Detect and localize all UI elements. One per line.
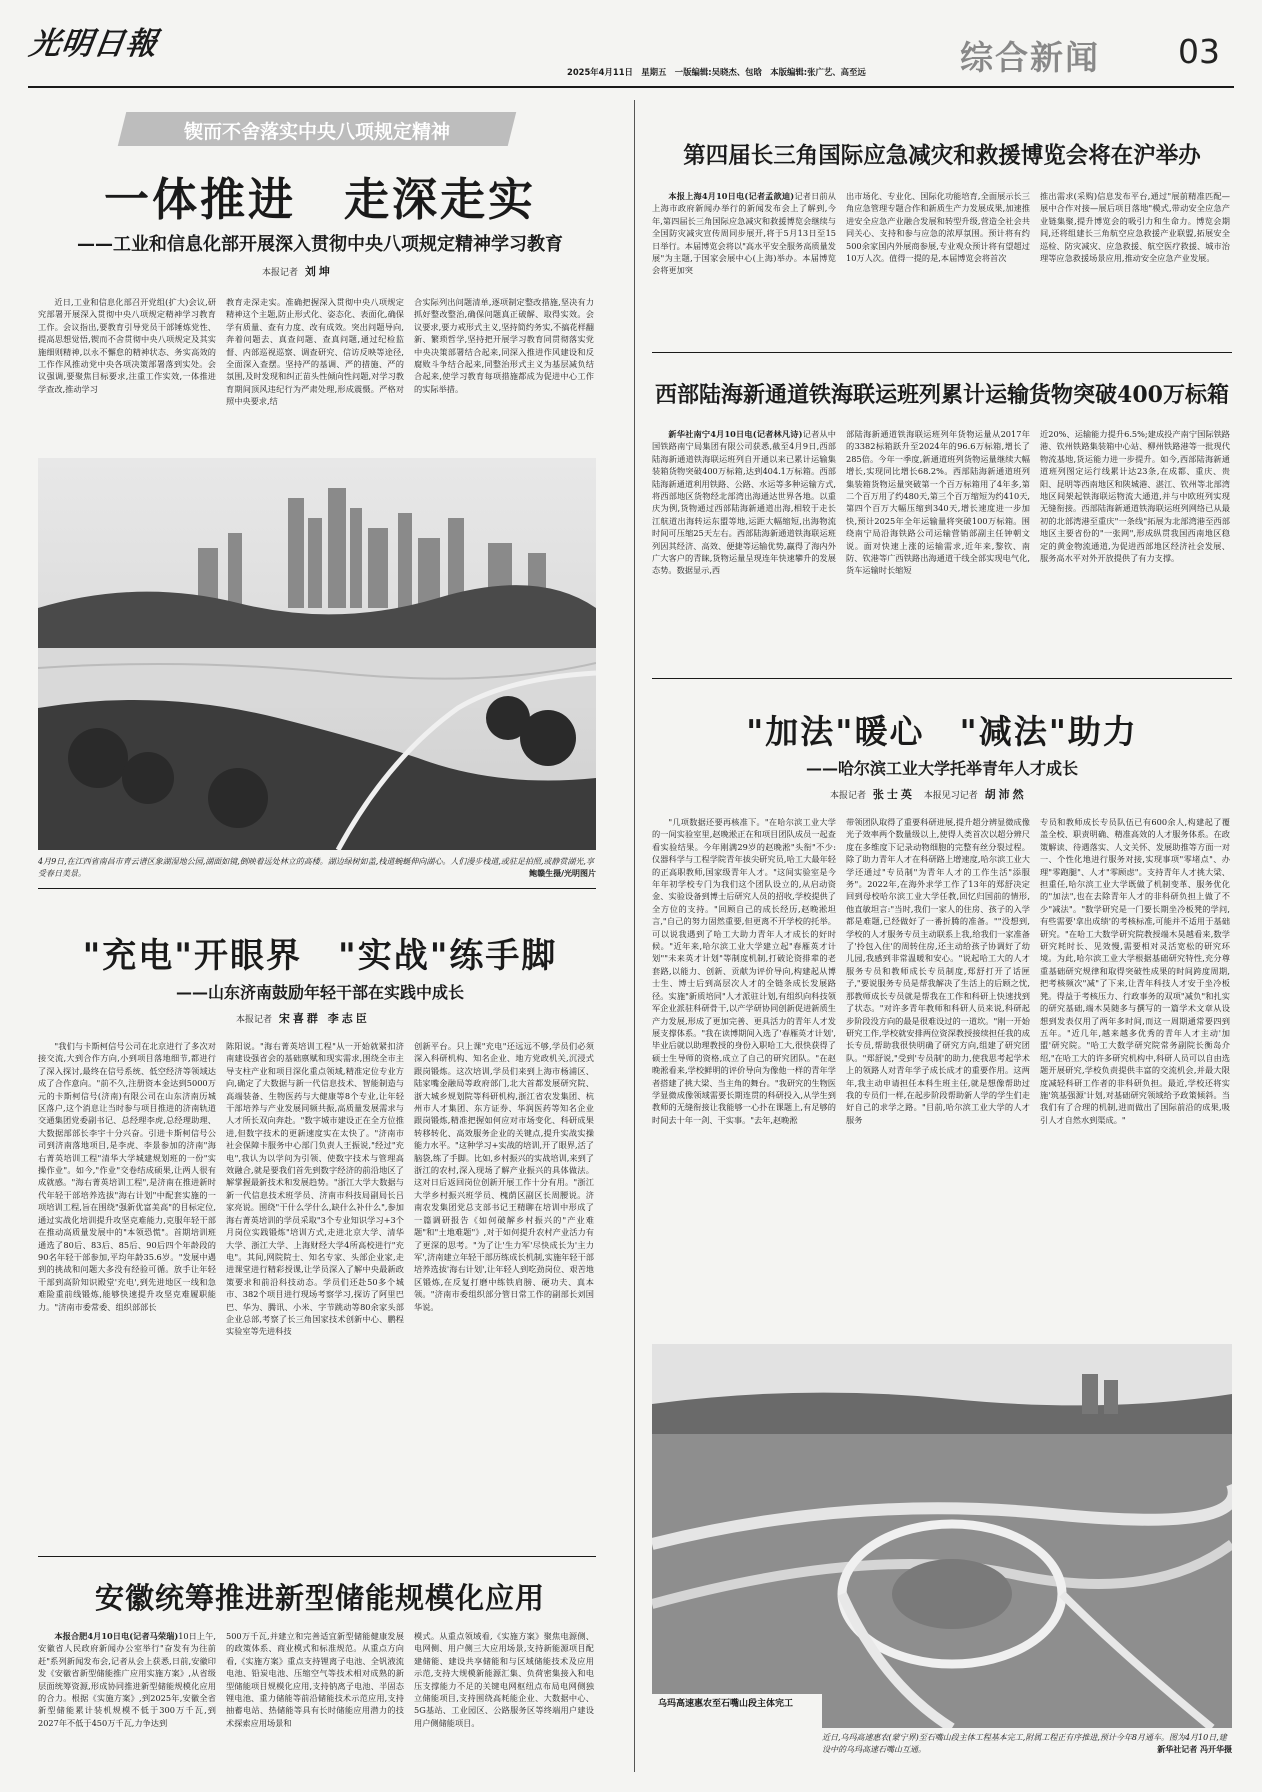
headline-5: "充电"开眼界 "实战"练手脚 — [82, 936, 558, 976]
rule-right-2 — [652, 678, 1232, 679]
section-title: 综合新闻 — [960, 38, 1100, 77]
headline-1: 一体推进 走深走实 — [103, 173, 536, 226]
headline-3: 西部陆海新通道铁海联运班列累计运输货物突破400万标箱 — [655, 382, 1229, 408]
expressway-photo — [652, 1344, 1232, 1728]
date-line: 2025年4月11日 星期五 一版编辑:吴晓杰、包晗 本版编辑:张广艺、高至远 — [567, 67, 866, 77]
logo-text: 光明日報 — [26, 26, 161, 62]
photo-2-caption-box: 乌玛高速惠农至石嘴山段主体完工 — [652, 1694, 822, 1728]
article-6-col-1: 本报合肥4月10日电(记者马荣瑞)10日上午,安徽省人民政府新闻办公室举行"奋发有为往前赶"系列新闻发布会,记者从会上获悉,日前,安徽印发《安徽省新型储能推广应用实施方案》,从省级层面统筹资源,形成协同推进新型储能规模化应用的合力。根据《实施方案》,到2025年,安徽全省新型储能累计装机规模不低于300万千瓦,到2027年不低于450万千瓦,力争达到 — [38, 1631, 216, 1728]
newspaper-logo — [26, 18, 170, 68]
byline-5: 本报记者 宋喜群 李志臣 — [236, 1012, 370, 1025]
page-number: 03 — [1178, 32, 1220, 71]
kicker-text: 锲而不舍落实中央八项规定精神 — [183, 121, 450, 143]
lake-photo-illustration — [38, 458, 596, 850]
article-2-col-3: 推出需求(采购)信息发布平台,通过"展前精准匹配—展中合作对接—展后项目落地"模式,带动安全应急产业链集聚,提升博览会的吸引力和生命力。博览会期间,还将组建长三角航空应急救援产业联盟,拓展安全巡检、防灾减灾、应急救援、航空医疗救援、城市治理等应急救援场景应用,推动安全应急产业发展。 — [1040, 191, 1230, 264]
article-3-col-1: 新华社南宁4月10日电(记者林凡诗)记者从中国铁路南宁局集团有限公司获悉,截至4月9日,西部陆海新通道铁海联运班列自开通以来已累计运输集装箱货物突破400万标箱,达到404.1万标箱。西部陆海新通道利用铁路、公路、水运等多种运输方式,将西部地区货物经北部湾出海通达世界各地。以重庆为例,货物通过西部陆海新通道出海,相较于走长江航道出海转运东盟等地,运距大幅缩短,出海物流时间可压缩25天左右。西部陆海新通道铁海联运班列因其经济、高效、便捷等运输优势,赢得了海内外广大客户的青睐,货物运量呈现连年快速攀升的发展态势。数据显示,西 — [652, 429, 836, 576]
byline-role: 本报记者 — [262, 268, 299, 278]
article-1-col-3: 合实际列出问题清单,逐项制定整改措施,坚决有力抓好整改整治,确保问题真正破解、取得实效。会议要求,要力戒形式主义,坚持简约务实,不搞花样翻新、繁琐哲学,坚持把开展学习教育同贯彻落实党中央决策部署结合起来,同深入推进作风建设和反腐败斗争结合起来,同整治形式主义为基层减负结合起来,使学习教育每项措施都成为促进中心工作的实际举措。 — [414, 297, 594, 394]
article-4-col-2: 带领团队取得了重要科研进展,提升超分辨显微成像光子效率两个数量级以上,使得人类首次以超分辨尺度在多维度下记录动物细胞的完整有丝分裂过程。除了助力青年人才在科研路上增速度,哈尔滨工业大学还通过"专员制"为青年人才的工作生活"添服务"。2022年,在海外求学工作了13年的郑舒决定回到母校哈尔滨工业大学任教,回忆归国前的情形,他直敏坦言:"当时,我们一家人的住房、孩子的入学都是难题,已经做好了一番折腾的准备。""没想到,学校的人才服务专员主动联系上我,给我们一家准备了'拎包入住'的周转住房,还主动给孩子协调好了幼儿园,我感到非常温暖和安心。"说起哈工大的人才服务专员和教师成长专员制度,郑舒打开了话匣子,"要说服务专员是帮我解决了生活上的后顾之忧,那教师成长专员就是帮我在工作和科研上快速找到了状态。"对许多青年教师和科研人员来说,科研起步阶段没方向的最是很难设过的一道坎。"刚一开始研究工作,学校就安排两位资深教授接续担任我的成长专员,帮助我很快明确了研究方向,组建了研究团队。"郑舒说,"受到'专员制'的助力,使我思考起学术上的领路人对青年学子成长成才的重要作用。这两年,我主动申请担任本科生班主任,就是想像帮助过我的专员们一样,在起步阶段帮助新人学的学生们走好自己的求学之路。"目前,哈尔滨工业大学的人才服务 — [846, 817, 1030, 1125]
article-1-col-1: 近日,工业和信息化部召开党组(扩大)会议,研究部署开展深入贯彻中央八项规定精神学习教育工作。会议指出,要教育引导党员干部锤炼党性、提高思想觉悟,锲而不舍贯彻中央八项规定及其实施细则精神,以永不懈怠的精神状态、务实高效的工作作风推动党中央各项决策部署落到实处。会议强调,要聚焦目标要求,注重工作实效,一体推进学查改,推动学习 — [38, 297, 216, 394]
article-2-col-2: 出市场化、专业化、国际化功能培育,全面展示长三角应急管理专题合作和新质生产力发展成果,加速推进安全应急产业融合发展和转型升级,营造全社会共同关心、支持和参与应急的浓厚氛围。预计将有约500余家国内外展商参展,专业观众预计将有望超过10万人次。值得一提的是,本届博览会将首次 — [846, 191, 1030, 264]
article-1-col-2: 教育走深走实。准确把握深入贯彻中央八项规定精神这个主题,防止形式化、姿态化、表面化,确保学有质量、查有力度、改有成效。突出问题导向,奔着问题去、真查问题、查真问题,通过纪检监督、内部巡视巡察、调查研究、信访反映等途径,全面深入查摆。坚持严的基调、严的措施、严的氛围,及时发现和纠正苗头性倾向性问题,对学习教育期间顶风违纪行为严肃处理,形成震慑。严格对照中央要求,结 — [226, 297, 404, 407]
byline-1 — [262, 263, 333, 279]
expressway-photo-illustration — [652, 1344, 1232, 1728]
article-2-col-1: 本报上海4月10日电(记者孟歆迪)记者日前从上海市政府新闻办举行的新闻发布会上了解到,今年,第四届长三角国际应急减灾和救援博览会继续与全国防灾减灾宣传周同步展开,将于5月13日至15日举行。本届博览会将以"高水平安全服务高质量发展"为主题,于国家会展中心(上海)举办。本届博览会将更加突 — [652, 191, 836, 276]
photo-1-caption: 4月9日,在江西省南昌市青云谱区象湖湿地公园,湖面如镜,倒映着远处林立的高楼。湖边绿树如盖,栈道蜿蜒伸向湖心。人们漫步栈道,或驻足拍照,或静赏湖光,享受春日美景。 鲍赣生摄/光明图片 — [38, 857, 596, 878]
byline-name: 刘坤 — [304, 265, 333, 278]
article-4-col-3: 专员和教师成长专员队伍已有600余人,构建起了覆盖全校、职责明确、精准高效的人才服务体系。在政策解读、待遇落实、人文关怀、发展助推等方面一对一、个性化地进行服务对接,实现事项"零堵点"、办理"零跑腿"、人才"零顾虑"。支持青年人才挑大梁、担重任,哈尔滨工业大学既做了机制变革、服务优化的"加法",也在去除青年人才的非科研负担上做了不少"减法"。"数学研究是一门要长期坐冷板凳的学问,有些需要'拿出成绩'的考核标准,可能并不适用于基础研究。"在哈工大数学研究院教授端木昊越看来,数学研究耗时长、见效慢,需要相对灵活宽松的研究环境。为此,哈尔滨工业大学根据基础研究特性,充分尊重基础研究规律和取得突破性成果的时间跨度周期,把考核频次"减"了下来,让青年科技人才安于坐冷板凳。得益于考核压力、行政事务的双项"减负"和扎实的研究基础,端木昊随多与撰写的一篇学术文章从设想到发表仅用了两年多时间,而这一周期通常要四到五年。"近几年,越来越多优秀的青年人才主动'加盟'研究院。"哈工大数学研究院常务副院长衡岛介绍,"在哈工大的许多研究机构中,科研人员可以自由选题开展研究,学校负责提供丰富的交流机会,并最大限度减轻科研工作者的非科研负担。最近,学校还将实施'筑基强源'计划,对基础研究领域给予政策倾斜。当我们有了合理的机制,进而做出了国际前沿的成果,吸引人才自然水到渠成。" — [1040, 817, 1230, 1125]
article-3-col-2: 部陆海新通道铁海联运班列年货物运量从2017年的3382标箱跃升至2024年的96.6万标箱,增长了285倍。今年一季度,新通道班列货物运量继续大幅增长,实现同比增长68.2%。西部陆海新通道班列集装箱货物运量突破第一个百万标箱用了4年多,第二个百万用了约480天,第三个百万缩短为约410天,第四个百万大幅压缩到340天,增长速度进一步加快,预计2025年全年运输量将突破100万标箱。围绕南宁局沿海铁路公司运输营销部副主任钟朝文说。面对快速上涨的运输需求,近年来,黎钦、南防、钦港等广西铁路出海通道干线全部实现电气化,货车运输时长缩短 — [846, 429, 1030, 576]
subheadline-1: ——工业和信息化部开展深入贯彻中央八项规定精神学习教育 — [77, 234, 563, 255]
headline-6: 安徽统筹推进新型储能规模化应用 — [94, 1581, 545, 1615]
article-3-col-3: 近20%、运输能力提升6.5%;建成投产南宁国际铁路港、钦州铁路集装箱中心站、柳州铁路港等一批现代物流基地,货运能力进一步提升。如今,西部陆海新通道班列图定运行线累计达23条,在成都、重庆、贵阳、昆明等西南地区和陕城港、湛江、钦州等北部湾地区间架起铁海联运物流大通道,并与中欧班列实现无缝衔接。西部陆海新通道铁海联运班列网络已从最初的北部湾港至重庆"一条线"拓展为北部湾港至西部地区主要省份的"一张网",形成纵贯我国西南地区稳定的黄金物流通道,为促进西部地区经济社会发展、服务高水平对外开放提供了有力支撑。 — [1040, 429, 1230, 564]
article-5-col-1: "我们与卡斯柯信号公司在北京进行了多次对接交流,大到合作方向,小到项目落地细节,都进行了深入探讨,最终在信号系统、低空经济等领域达成了合作意向。"前不久,注册资本金达到5000万元的卡斯柯信号(济南)有限公司在山东济南历城区落户,这个消息让当时参与项目推进的济南轨道交通集团党委副书记、总经理李虎,总经理助理、大数据部部长李宇十分兴奋。引进卡斯柯信号公司到济南落地项目,是李虎、李景参加的济南"海右菁英培训工程"清华大学城建规划班的一份"实操作业"。如今,"作业"交卷结成硕果,让两人很有成就感。"海右菁英培训工程",是济南在推进新时代年轻干部培养选拔"海右计划"中配套实施的一项培训工程,旨在围绕"强新优富美高"的目标定位,通过实战化培训提升攻坚克难能力,克服年轻干部在推动高质量发展中的"本领恐慌"。首期培训班通选了80后、83后、85后、90后四个年龄段的90名年轻干部参加,平均年龄35.6岁。"发展中遇到的挑战和问题大多没有经验可循。放手让年轻干部到高阶知识殿堂'充电',到先进地区一线和急难险重前线锻炼,能够快速提升攻坚克难履职能力。"济南市委常委、组织部部长 — [38, 1041, 216, 1312]
article-6-col-2: 500万千瓦,并建立和完善适宜新型储能健康发展的政策体系、商业模式和标准规范。从重点方向看,《实施方案》重点支持锂离子电池、全钒液流电池、铅炭电池、压缩空气等技术相对成熟的新型储能项目规模化应用,支持钠离子电池、半固态锂电池、重力储能等前沿储能技术示范应用,支持抽蓄电站、热储能等具有长时储能应用潜力的技术探索应用场景和 — [226, 1631, 404, 1728]
article-5-col-2: 陈阳说。"海右菁英培训工程"从一开始就紧扣济南建设强省会的基础禀赋和现实需求,围绕全市主导支柱产业和项目深化重点领域,精准定位专业方向,确定了大数据与新一代信息技术、智能制造与高端装备、生物医药与大健康等8个专业,让年轻干部培养与产业发展同频共振,高质量发展需求与人才所长双向奔赴。"数字城市建设正在全方位推进,但数字技术的更新速度实在太快了。"济南市社会保障卡服务中心部门负责人王振说,"经过"充电",我认为以学问为引领、使数字技术与管理高效融合,就是要我们首先到数字经济的前沿地区了解掌握最新技术和发展趋势。"浙江大学大数据与新一代信息技术班学员、济南市科技局副局长吕家亮说。围绕"干什么学什么,缺什么补什么",参加海右菁英培训的学员采取"3个专业知识学习+3个月岗位实践锻炼"培训方式,走进北京大学、清华大学、浙江大学、上海财经大学4所高校进行"充电"。其间,网院院士、知名专家、头部企业家,走进课堂进行精彩授课,让学员深入了解中央最新政策要求和前沿科技动态。学员们还赴50多个城市、382个项目进行现场考察学习,探访了阿里巴巴、华为、腾讯、小米、字节跳动等80余家头部企业总部,考察了长三角国家技术创新中心、鹏程实验室等先进科技 — [226, 1041, 404, 1337]
headline-4: "加法"暖心 "减法"助力 — [746, 712, 1138, 751]
rule-left-2 — [38, 1556, 596, 1557]
subheadline-4: ——哈尔滨工业大学托举青年人才成长 — [805, 759, 1078, 778]
rule-left-1 — [38, 888, 596, 889]
page-divider — [634, 100, 635, 1772]
article-6-col-3: 模式。从重点领域看,《实施方案》聚焦电源侧、电网侧、用户侧三大应用场景,支持新能源项目配建储能、建设共享储能和与区域储能技术及应用示范,支持大规模新能源汇集、负荷密集接入和电压支撑能力不足的关键电网枢纽点布局电网侧独立储能项目,支持围绕高耗能企业、大数据中心、5G基站、工业园区、公路服务区等终端用户建设用户侧储能项目。 — [414, 1631, 594, 1728]
lake-park-photo — [38, 458, 596, 850]
masthead-rule — [28, 86, 1234, 88]
photo-1-credit: 鲍赣生摄/光明图片 — [529, 869, 596, 878]
byline-4: 本报记者 张士英 本报见习记者 胡沛然 — [830, 788, 1027, 801]
headline-2: 第四届长三角国际应急减灾和救援博览会将在沪举办 — [683, 143, 1201, 169]
article-5-col-3: 创新平台。只上课"充电"还远远不够,学员们必须深入科研机构、知名企业、地方党政机关,沉浸式跟岗锻炼。这次培训,学员们来到上海市杨浦区、陆家嘴金融局等政府部门,北大首都发展研究院、浙大城乡规划院等科研机构,浙江省农发集团、杭州市人才集团、东方证券、华润医药等知名企业跟岗锻炼,精准把握如何应对市场变化、科研成果转移转化、高效服务企业的关键点,提升实战实操能力水平。"这种学习+实战的培训,开了眼界,活了脑袋,练了手脚。比如,乡村振兴的实战培训,来到了浙江的农村,深入现场了解产业振兴的具体做法。这对日后返回岗位创新开展工作十分有用。"浙江大学乡村振兴班学员、槐荫区副区长周腰说。济南农发集团党总支部书记王精聊在培训中形成了一篇调研报告《如何破解乡村振兴的"产业难题"和"土地难题"》,对于如何提升农村产业活力有了更深的思考。"为了让'生力军'尽快成长为'主力军',济南建立年轻干部历练成长机制,实施年轻干部培养选拔'海右计划',让年轻人到吃劲岗位、艰苦地区锻炼,在反复打磨中练铁肩膀、硬功夫、真本领。"济南市委组织部分管日常工作的副部长刘国华说。 — [414, 1041, 594, 1312]
subheadline-5: ——山东济南鼓励年轻干部在实践中成长 — [175, 983, 464, 1002]
photo-2-credit: 新华社记者 冯开华摄 — [1157, 1745, 1232, 1754]
rule-right-1 — [652, 352, 1232, 353]
article-4-col-1: "几项数据还要再核准下。"在哈尔滨工业大学的一间实验室里,赵晚淞正在和项目团队成员一起查看实验结果。今年刚满29岁的赵晚淞"头衔"不少:仪器科学与工程学院青年拔尖研究员,哈工大最年轻的正高职教师,国家级青年人才。"这间实验室是今年年初学校专门为我们这个团队设立的,从启动资金、实验设备到博士后研究人员的招收,学校提供了全方位的支持。"回顾自己的成长经历,赵晚淞坦言,"自己的努力固然重要,但更离不开学校的托举。可以说我遇到了哈工大助力青年人才成长的好时候。"近年来,哈尔滨工业大学建立起"春雁英才计划""未来英才计划"等制度机制,打破论资排辈的老套路,以能力、创新、贡献为评价导向,构建起从博士生、博士后到高层次人才的全链条成长发展路径。实施"新质培同"人才派驻计划,有组织向科技领军企业派驻科研骨干,以产学研协同创新促进新质生产力发展,形成了更加完善、更具活力的青年人才发展支撑体系。"我在读博期间入选了'春雁英才计划',毕业后就以助理教授的身份入职哈工大,很快获得了硕士生导师的资格,成立了自己的研究团队。"在赵晚淞看来,学校鲜明的评价导向为像他一样的青年学者搭建了挑大梁、当主角的舞台。"我研究的生物医学显微成像领域需要长期连贯的科研投入,从学生到教师的无缝衔接让我能够一心扑在课题上,有足够的时间去十年一剑、干实事。"去年,赵晚淞 — [652, 817, 836, 1125]
photo-2-caption: 近日,乌玛高速惠农(蒙宁界)至石嘴山段主体工程基本完工,附属工程正有序推进,预计今年8月通车。图为4月10日,建设中的乌玛高速石嘴山互通。 新华社记者 冯开华摄 — [822, 1733, 1232, 1754]
